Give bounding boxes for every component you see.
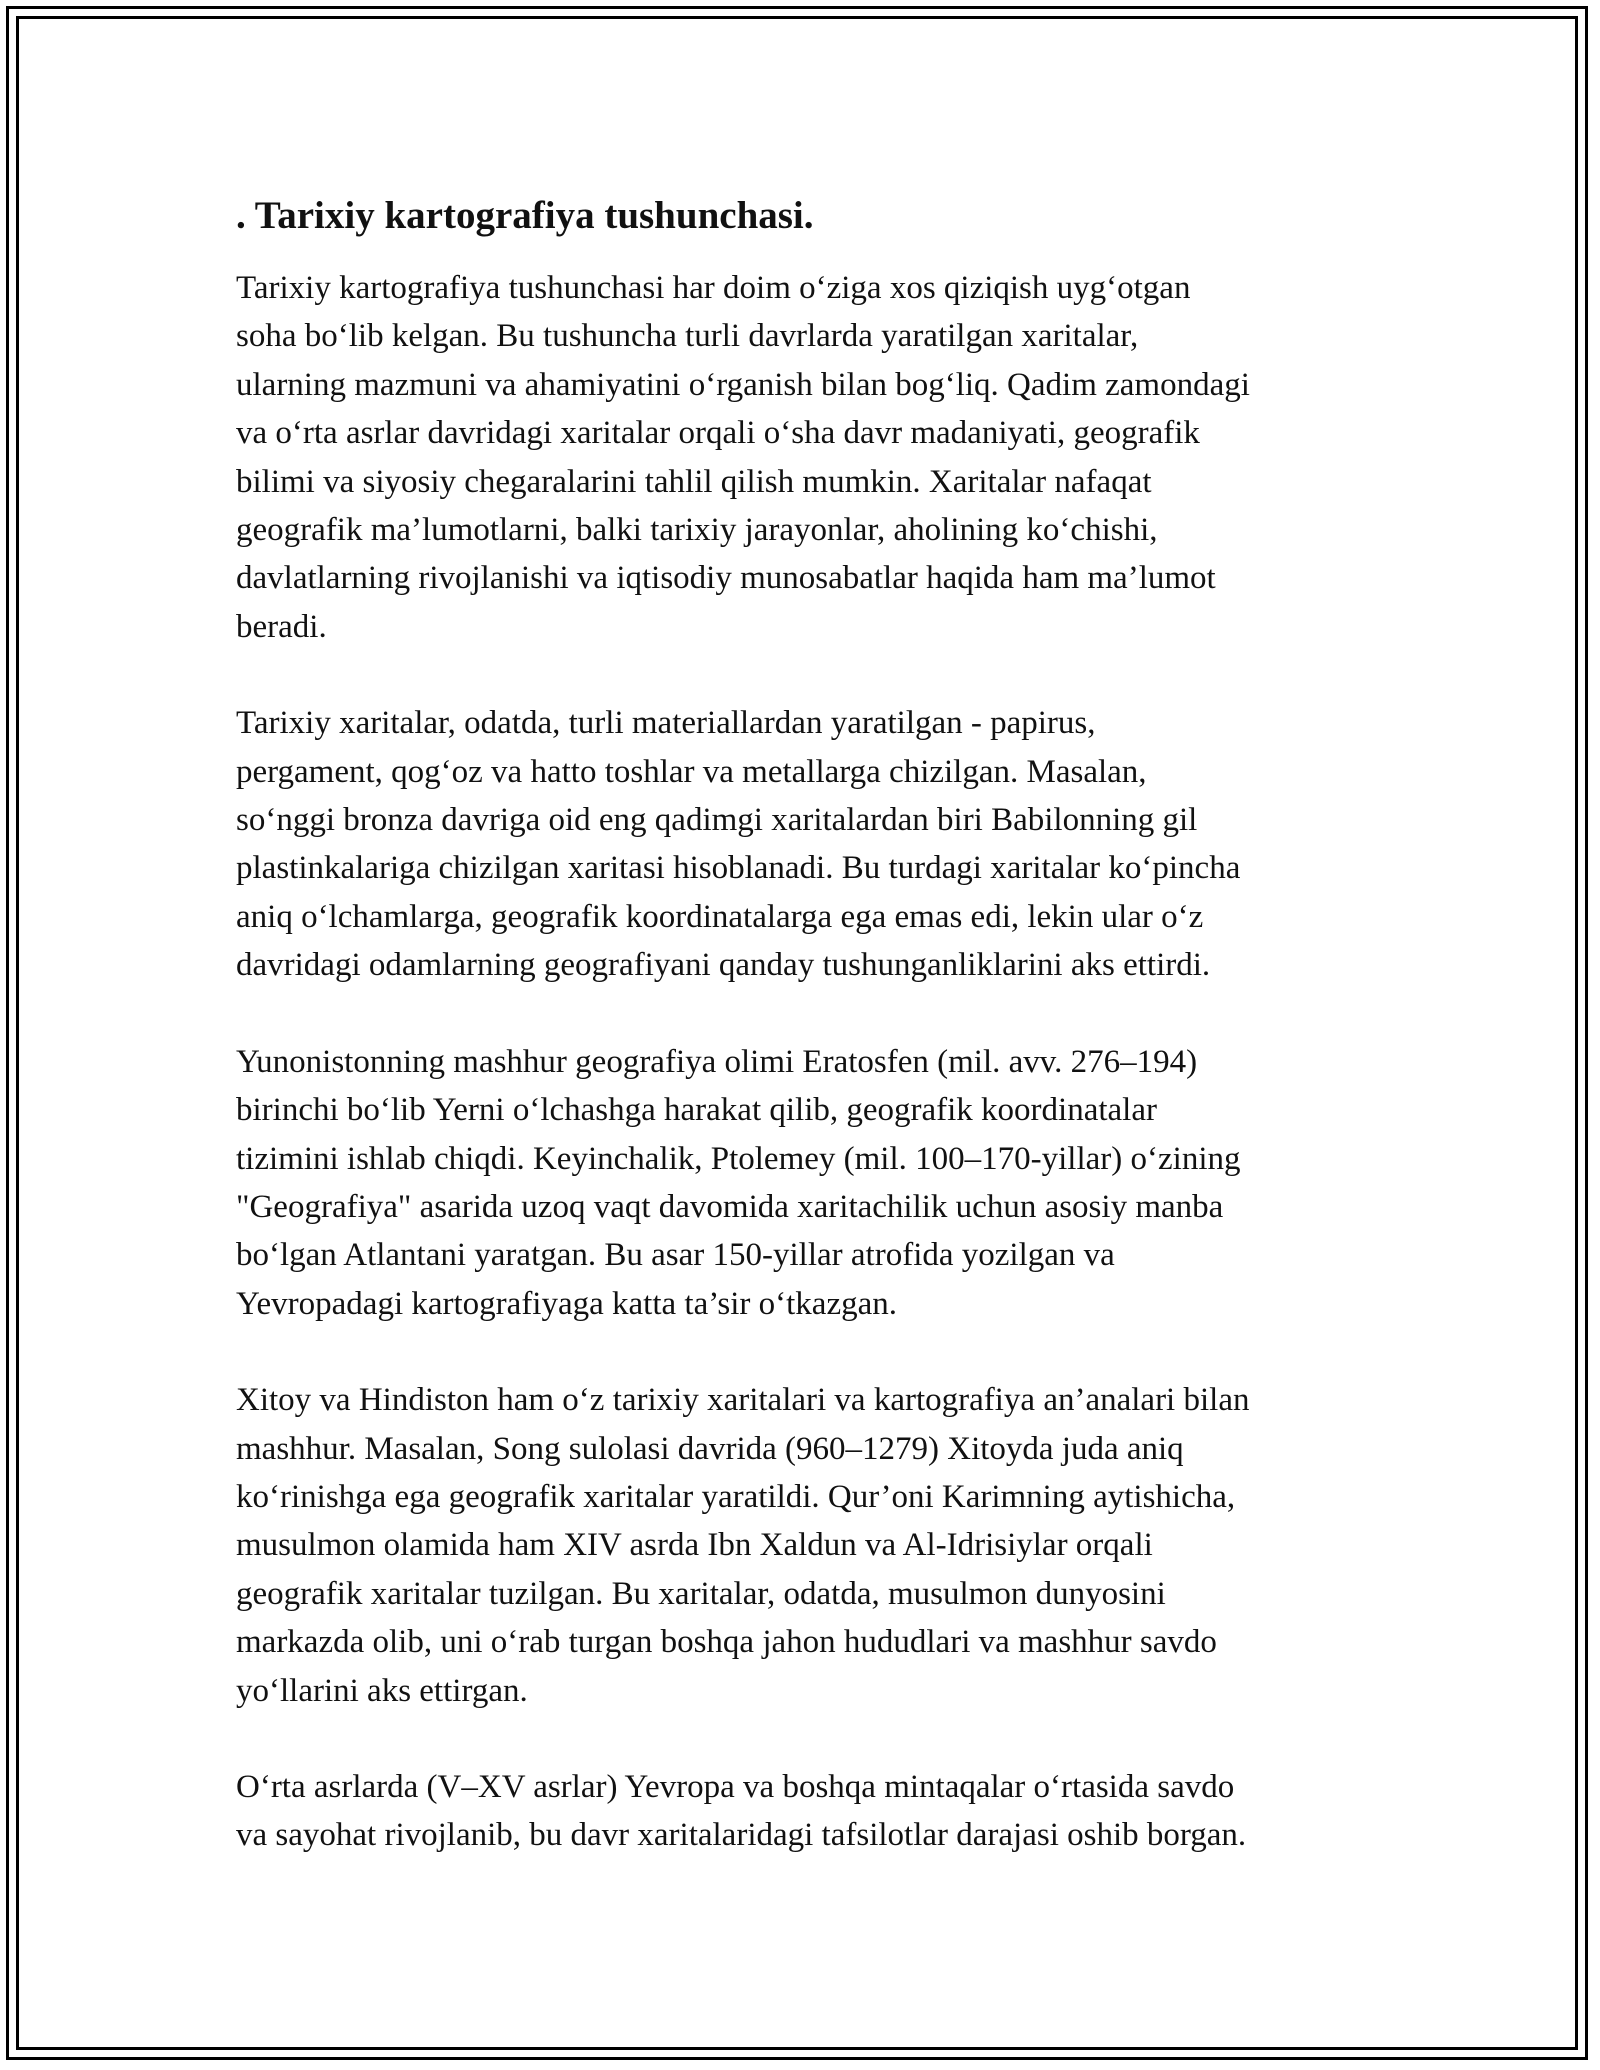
document-title: . Tarixiy kartografiya tushunchasi.: [236, 194, 814, 237]
text-line: Tarixiy kartografiya tushunchasi har doim o‘ziga xos qiziqish uyg‘otgan: [236, 270, 1191, 306]
text-line: bilimi va siyosiy chegaralarini tahlil qilish mumkin. Xaritalar nafaqat: [236, 463, 1152, 500]
text-line: plastinkalariga chizilgan xaritasi hisoblanadi. Bu turdagi xaritalar ko‘pincha: [236, 850, 1241, 887]
text-line: Xitoy va Hindiston ham o‘z tarixiy xaritalari va kartografiya an’analari bilan: [236, 1382, 1250, 1419]
text-line: "Geografiya" asarida uzoq vaqt davomida xaritachilik uchun asosiy manba: [236, 1188, 1224, 1225]
text-line: O‘rta asrlarda (V–XV asrlar) Yevropa va boshqa mintaqalar o‘rtasida savdo: [236, 1768, 1235, 1805]
text-line: mashhur. Masalan, Song sulolasi davrida (960–1279) Xitoyda juda aniq: [236, 1430, 1184, 1467]
text-line: geografik xaritalar tuzilgan. Bu xaritalar, odatda, musulmon dunyosini: [236, 1575, 1166, 1612]
text-line: Tarixiy xaritalar, odatda, turli materiallardan yaratilgan - papirus,: [236, 705, 1096, 742]
text-line: aniq o‘lchamlarga, geografik koordinatalarga ega emas edi, lekin ular o‘z: [236, 898, 1204, 935]
text-line: va o‘rta asrlar davridagi xaritalar orqali o‘sha davr madaniyati, geografik: [236, 415, 1200, 452]
text-line: Yevropadagi kartografiyaga katta ta’sir o‘tkazgan.: [236, 1285, 897, 1322]
text-line: tizimini ishlab chiqdi. Keyinchalik, Ptolemey (mil. 100–170-yillar) o‘zining: [236, 1140, 1241, 1177]
text-line: soha bo‘lib kelgan. Bu tushuncha turli davrlarda yaratilgan xaritalar,: [236, 318, 1139, 355]
text-line: Yunonistonning mashhur geografiya olimi Eratosfen (mil. avv. 276–194): [236, 1043, 1198, 1080]
paragraph-1: [236, 264, 1366, 651]
document-body: [236, 190, 1366, 1908]
paragraph-4: [236, 1376, 1366, 1715]
text-line: pergament, qog‘oz va hatto toshlar va metallarga chizilgan. Masalan,: [236, 753, 1147, 790]
text-line: geografik ma’lumotlarni, balki tarixiy jarayonlar, aholining ko‘chishi,: [236, 512, 1158, 549]
paragraph-3: [236, 1038, 1366, 1328]
text-line: markazda olib, uni o‘rab turgan boshqa jahon hududlari va mashhur savdo: [236, 1624, 1217, 1661]
text-line: yo‘llarini aks ettirgan.: [236, 1672, 528, 1709]
text-line: so‘nggi bronza davriga oid eng qadimgi xaritalardan biri Babilonning gil: [236, 802, 1198, 839]
text-line: ko‘rinishga ega geografik xaritalar yaratildi. Qur’oni Karimning aytishicha,: [236, 1478, 1236, 1515]
paragraph-2: [236, 699, 1366, 989]
text-line: beradi.: [236, 608, 327, 645]
paragraph-5: [236, 1763, 1366, 1860]
text-line: davlatlarning rivojlanishi va iqtisodiy munosabatlar haqida ham ma’lumot: [236, 560, 1216, 597]
text-line: va sayohat rivojlanib, bu davr xaritalaridagi tafsilotlar darajasi oshib borgan.: [236, 1817, 1247, 1854]
text-line: ularning mazmuni va ahamiyatini o‘rganish bilan bog‘liq. Qadim zamondagi: [236, 366, 1250, 403]
text-line: musulmon olamida ham XIV asrda Ibn Xaldun va Al-Idrisiylar orqali: [236, 1527, 1153, 1564]
text-line: davridagi odamlarning geografiyani qanday tushunganliklarini aks ettirdi.: [236, 947, 1211, 984]
text-line: birinchi bo‘lib Yerni o‘lchashga harakat qilib, geografik koordinatalar: [236, 1092, 1157, 1129]
text-line: bo‘lgan Atlantani yaratgan. Bu asar 150-yillar atrofida yozilgan va: [236, 1237, 1115, 1274]
